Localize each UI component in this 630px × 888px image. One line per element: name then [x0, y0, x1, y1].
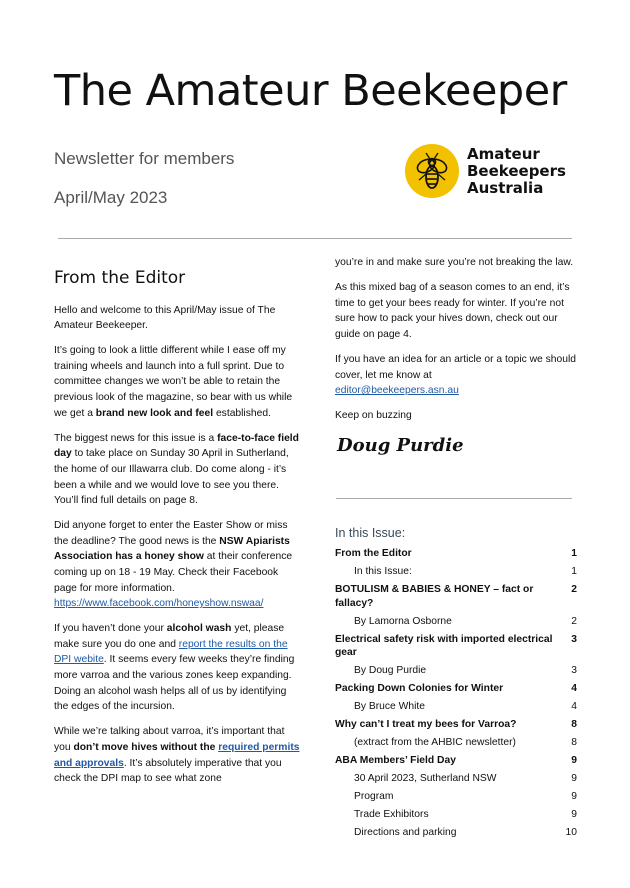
toc-entry-title: By Doug Purdie	[354, 665, 427, 676]
toc-entry-title: In this Issue:	[354, 566, 412, 577]
aba-logo	[405, 140, 585, 200]
toc-entry-page: 8	[571, 737, 577, 748]
p5-text-d: . It seems every few weeks they’re finding more varroa and the various zones keep expanding. Doing an alcohol wash helps all of us by identifying the edges of the incursion.	[54, 654, 295, 713]
toc-entry-page: 9	[571, 773, 577, 784]
toc-entry-page: 4	[571, 701, 577, 712]
toc-entry[interactable]	[335, 718, 577, 732]
toc-entry-title: By Lamorna Osborne	[354, 615, 452, 627]
toc-entry[interactable]	[335, 772, 577, 786]
toc-entry-page: 2	[571, 615, 577, 627]
toc-entry[interactable]	[335, 808, 577, 822]
editor-email-link[interactable]: editor@beekeepers.asn.au	[335, 385, 459, 397]
p4-text-c: at their conference coming up on 18 - 19 May. Check their Facebook page for more information.	[54, 551, 293, 594]
header-divider	[58, 238, 572, 239]
editor-column-left	[54, 268, 300, 796]
p4-bold: NSW Apiarists Association has a honey show	[54, 535, 290, 563]
toc-entry-page: 1	[571, 566, 577, 577]
toc-entry[interactable]	[335, 547, 577, 561]
editor-paragraph-5	[54, 621, 300, 715]
toc-entry-page: 3	[571, 633, 577, 645]
logo-line-3: Australia	[467, 179, 544, 197]
p6-text-a: While we’re talking about varroa, it’s important that you	[54, 726, 285, 753]
toc-entry-page: 3	[571, 665, 577, 676]
toc-entry[interactable]	[335, 826, 577, 840]
p6-text-c: . It’s absolutely imperative that you check the DPI map to see what zone	[54, 757, 282, 785]
editor-paragraph-1	[54, 303, 300, 334]
toc-entry-title: Why can’t I treat my bees for Varroa?	[335, 719, 517, 730]
toc-entry[interactable]	[335, 754, 577, 768]
logo-line-1: Amateur	[467, 145, 540, 163]
logo-line-2: Beekeepers	[467, 162, 566, 180]
toc-entry-title: ABA Members’ Field Day	[335, 755, 456, 766]
editor-heading: From the Editor	[54, 268, 186, 288]
toc-entry-title: By Bruce White	[354, 701, 425, 712]
toc-entry-page: 4	[571, 683, 577, 694]
editor-signoff: Keep on buzzing	[335, 410, 412, 422]
toc-entry[interactable]	[335, 583, 577, 610]
p3-text-a: The biggest news for this issue is a	[54, 432, 218, 444]
toc-entry[interactable]	[335, 565, 577, 579]
toc-entry-page: 10	[565, 827, 577, 838]
toc-entry-title: From the Editor	[335, 548, 412, 559]
p8-text: If you have an idea for an article or a topic we should cover, let me know at	[335, 353, 576, 381]
toc-entry[interactable]	[335, 664, 577, 678]
toc-entry-title: 30 April 2023, Sutherland NSW	[354, 773, 497, 784]
p2-text-a: It’s going to look a little different while I ease off my training wheels and launch into a full sprint. Due to committee changes we won’t be able to retain the previous look of the magazine, so bear with us while we get a	[54, 345, 293, 419]
p5-bold: alcohol wash	[166, 623, 232, 635]
toc-entry-page: 9	[571, 755, 577, 766]
toc-entry-title: Trade Exhibitors	[354, 809, 429, 820]
toc-entry-page: 9	[571, 791, 577, 802]
toc-divider	[336, 498, 572, 499]
p2-text-c: established.	[213, 407, 271, 419]
editor-column-right	[335, 255, 580, 456]
p5-text-a: If you haven’t done your	[54, 623, 167, 635]
toc-entry[interactable]	[335, 700, 577, 714]
p1-text: Hello and welcome to this April/May issue of The Amateur Beekeeper.	[54, 304, 276, 332]
editor-paragraph-7: As this mixed bag of a season comes to an end, it’s time to get your bees ready for winter. If you’re not sure how to pack your hives down, check out our guide on page 4.	[335, 282, 570, 340]
toc-entry[interactable]	[335, 682, 577, 696]
toc-entry[interactable]	[335, 615, 577, 629]
editor-paragraph-6-cont: you’re in and make sure you’re not breaking the law.	[335, 257, 574, 268]
permits-link-text[interactable]: required permits and approvals	[54, 741, 300, 769]
toc-entry[interactable]	[335, 633, 577, 660]
honey-show-link[interactable]: https://www.facebook.com/honeyshow.nswaa/	[54, 598, 264, 610]
p3-text-c: to take place on Sunday 30 April in Sutherland, the home of our Illawarra club. Do come along - it’s been a while and we would love to see you there. You’ll find full details on page 8.	[54, 448, 289, 507]
editor-paragraph-2	[54, 343, 300, 421]
issue-date: April/May 2023	[54, 188, 168, 207]
newsletter-title: The Amateur Beekeeper	[54, 66, 567, 116]
table-of-contents	[335, 547, 577, 844]
toc-entry[interactable]	[335, 736, 577, 750]
toc-entry[interactable]	[335, 790, 577, 804]
toc-entry-page: 8	[571, 719, 577, 730]
editor-paragraph-4	[54, 518, 300, 612]
toc-entry-page: 2	[571, 584, 577, 595]
editor-paragraph-6	[54, 724, 300, 786]
p6-bold: don’t move hives without the	[73, 741, 219, 753]
toc-entry-title: Packing Down Colonies for Winter	[335, 683, 504, 694]
p5-text-c: yet, please make sure you do one and	[54, 623, 285, 650]
p2-bold: brand new look and feel	[95, 407, 214, 419]
p4-text-a: Did anyone forget to enter the Easter Show or miss the deadline? The good news is the	[54, 520, 288, 547]
editor-signature: Doug Purdie	[337, 434, 464, 456]
toc-entry-title: Electrical safety risk with imported electrical gear	[335, 633, 553, 658]
toc-entry-page: 9	[571, 809, 577, 820]
editor-paragraph-8	[335, 352, 580, 399]
newsletter-subtitle: Newsletter for members	[54, 149, 235, 168]
p3-bold: face-to-face field day	[54, 432, 299, 460]
toc-entry-page: 1	[571, 548, 577, 559]
editor-paragraph-3	[54, 431, 300, 509]
toc-entry-title: Program	[354, 791, 394, 802]
logo-text	[467, 146, 566, 197]
bee-icon	[405, 144, 459, 198]
toc-entry-title: Directions and parking	[354, 827, 457, 838]
toc-entry-title: (extract from the AHBIC newsletter)	[354, 737, 516, 748]
dpi-report-link[interactable]: report the results on the DPI webite	[54, 638, 288, 666]
toc-entry-title: BOTULISM & BABIES & HONEY – fact or fallacy?	[335, 584, 534, 609]
toc-heading: In this Issue:	[335, 526, 406, 540]
